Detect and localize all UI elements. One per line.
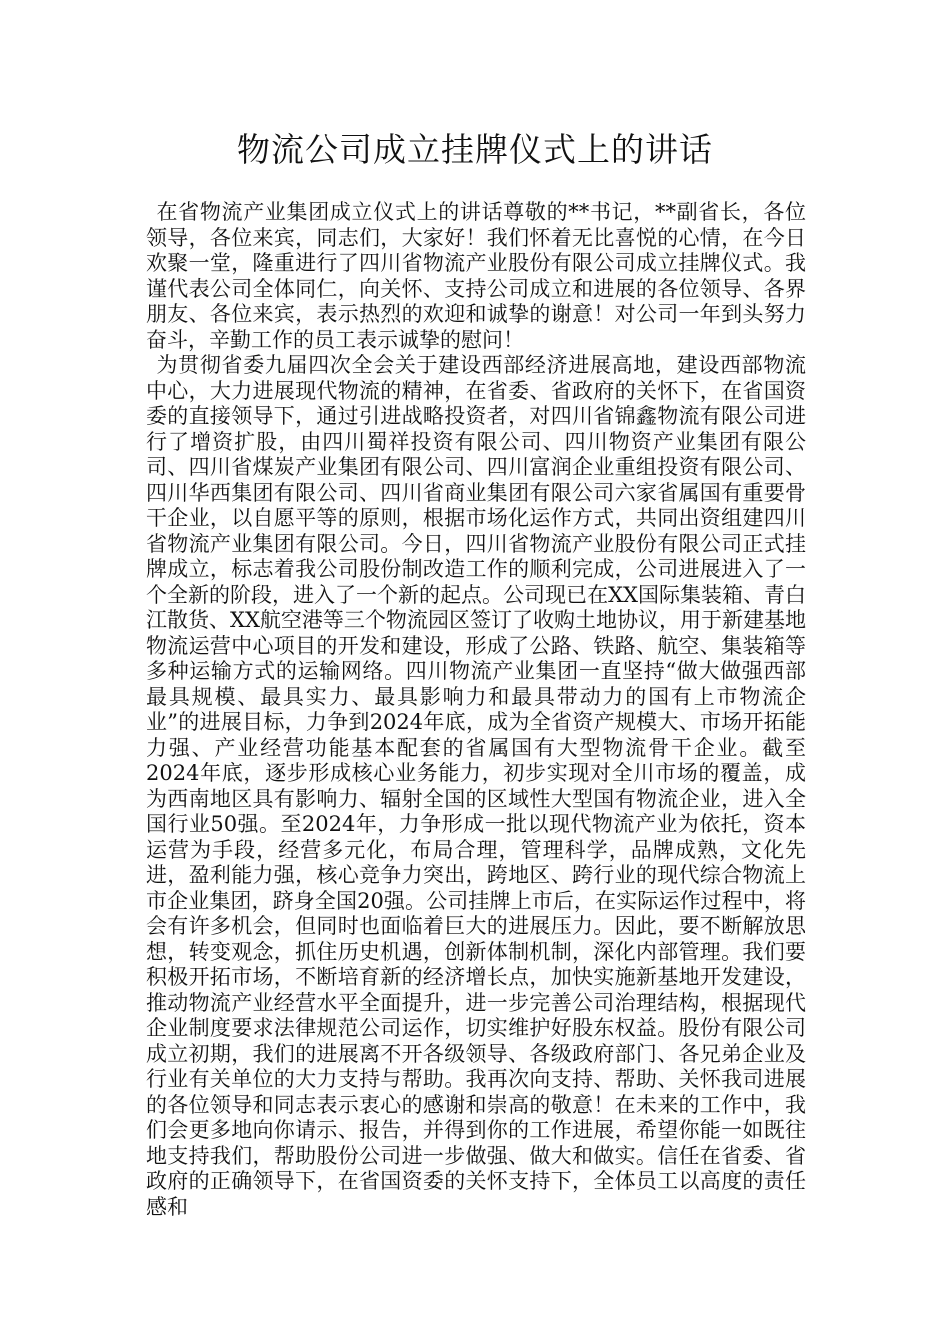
paragraph-opening: 在省物流产业集团成立仪式上的讲话尊敬的**书记，**副省长，各位领导，各位来宾，同志们，大家好！我们怀着无比喜悦的心情，在今日欢聚一堂，隆重进行了四川省物流产业股份有限公司成立挂牌仪式。我谨代表公司全体同仁，向关怀、支持公司成立和进展的各位领导、各界朋友、各位来宾，表示热烈的欢迎和诚挚的谢意！对公司一年到头努力奋斗，辛勤工作的员工表示诚挚的慰问！ bbox=[146, 200, 806, 352]
paragraph-main: 为贯彻省委九届四次全会关于建设西部经济进展高地，建设西部物流中心，大力进展现代物流的精神，在省委、省政府的关怀下，在省国资委的直接领导下，通过引进战略投资者，对四川省锦鑫物流有限公司进行了增资扩股，由四川蜀祥投资有限公司、四川物资产业集团有限公司、四川省煤炭产业集团有限公司、四川富润企业重组投资有限公司、四川华西集团有限公司、四川省商业集团有限公司六家省属国有重要骨干企业，以自愿平等的原则，根据市场化运作方式，共同出资组建四川省物流产业集团有限公司。今日，四川省物流产业股份有限公司正式挂牌成立，标志着我公司股份制改造工作的顺利完成，公司进展进入了一个全新的阶段，进入了一个新的起点。公司现已在XX国际集装箱、青白江散货、XX航空港等三个物流园区签订了收购土地协议，用于新建基地物流运营中心项目的开发和建设，形成了公路、铁路、航空、集装箱等多种运输方式的运输网络。四川物流产业集团一直坚持“做大做强西部最具规模、最具实力、最具影响力和最具带动力的国有上市物流企业”的进展目标，力争到2024年底，成为全省资产规模大、市场开拓能力强、产业经营功能基本配套的省属国有大型物流骨干企业。截至2024年底，逐步形成核心业务能力，初步实现对全川市场的覆盖，成为西南地区具有影响力、辐射全国的区域性大型国有物流企业，进入全国行业50强。至2024年，力争形成一批以现代物流产业为依托，资本运营为手段，经营多元化，布局合理，管理科学，品牌成熟，文化先进，盈利能力强，核心竞争力突出，跨地区、跨行业的现代综合物流上市企业集团，跻身全国20强。公司挂牌上市后，在实际运作过程中，将会有许多机会，但同时也面临着巨大的进展压力。因此，要不断解放思想，转变观念，抓住历史机遇，创新体制机制，深化内部管理。我们要积极开拓市场，不断培育新的经济增长点，加快实施新基地开发建设，推动物流产业经营水平全面提升，进一步完善公司治理结构，根据现代企业制度要求法律规范公司运作，切实维护好股东权益。股份有限公司成立初期，我们的进展离不开各级领导、各级政府部门、各兄弟企业及行业有关单位的大力支持与帮助。我再次向支持、帮助、关怀我司进展的各位领导和同志表示衷心的感谢和崇高的敬意！在未来的工作中，我们会更多地向你请示、报告，并得到你的工作进展，希望你能一如既往地支持我们，帮助股份公司进一步做强、做大和做实。信任在省委、省政府的正确领导下，在省国资委的关怀支持下，全体员工以高度的责任感和 bbox=[146, 353, 806, 1219]
document-body bbox=[146, 200, 806, 1220]
document-title: 物流公司成立挂牌仪式上的讲话 bbox=[237, 130, 713, 169]
